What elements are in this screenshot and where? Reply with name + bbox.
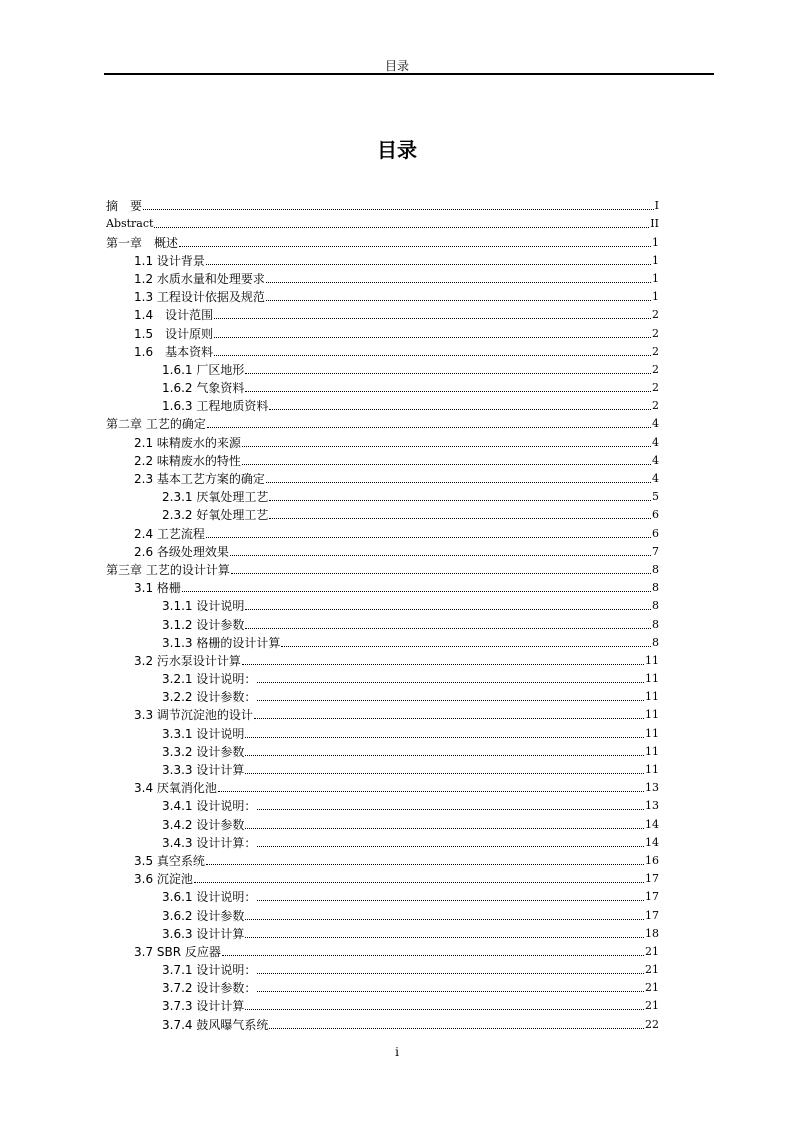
toc-entry-label: 第一章 概述 [106, 235, 179, 250]
toc-entry[interactable] [106, 886, 659, 904]
toc-leader-dots [245, 390, 651, 392]
toc-entry-page: 8 [652, 599, 659, 613]
toc-entry-page: 11 [645, 672, 659, 686]
toc-entry[interactable] [106, 741, 659, 759]
toc-entry[interactable] [106, 850, 659, 868]
toc-entry[interactable] [106, 686, 659, 704]
toc-entry-page: 2 [652, 362, 659, 376]
toc-leader-dots [257, 808, 644, 810]
toc-entry-label: 1.2 水质水量和处理要求 [134, 271, 265, 286]
toc-entry[interactable] [106, 1013, 659, 1031]
toc-entry-label: 3.2.2 设计参数： [162, 690, 257, 705]
toc-entry-page: II [650, 217, 659, 231]
toc-entry-page: 17 [645, 908, 659, 922]
toc-leader-dots [206, 263, 651, 265]
toc-entry-label: 3.4.3 设计计算： [162, 835, 257, 850]
toc-entry-page: 8 [652, 562, 659, 576]
toc-entry-label: 2.6 各级处理效果 [134, 544, 229, 559]
toc-entry-label: 3.1 格栅 [134, 581, 181, 596]
toc-leader-dots [214, 336, 651, 338]
toc-entry-label: 3.7.2 设计参数： [162, 981, 257, 996]
toc-entry-page: I [654, 199, 659, 213]
page-number: i [395, 1045, 399, 1059]
toc-entry-label: 3.1.2 设计参数 [162, 617, 245, 632]
toc-entry-label: 1.4 设计范围 [134, 308, 214, 323]
toc-leader-dots [206, 863, 644, 865]
toc-entry[interactable] [106, 795, 659, 813]
toc-entry[interactable] [106, 250, 659, 268]
toc-entry[interactable] [106, 995, 659, 1013]
toc-entry-page: 13 [645, 799, 659, 813]
toc-entry-label: 3.1.3 格栅的设计计算 [162, 635, 281, 650]
toc-entry-label: 1.6 基本资料 [134, 344, 214, 359]
toc-leader-dots [214, 354, 651, 356]
toc-leader-dots [257, 990, 644, 992]
toc-entry-label: 3.6 沉淀池 [134, 872, 193, 887]
toc-entry[interactable] [106, 923, 659, 941]
running-header: 目录 [384, 59, 409, 73]
toc-entry-label: Abstract [106, 217, 154, 231]
toc-entry-page: 17 [645, 890, 659, 904]
toc-entry[interactable] [106, 341, 659, 359]
toc-entry[interactable] [106, 759, 659, 777]
toc-entry[interactable] [106, 668, 659, 686]
toc-leader-dots [222, 954, 644, 956]
toc-entry-page: 11 [645, 763, 659, 776]
toc-entry-page: 2 [652, 326, 659, 340]
page-title: 目录 [377, 138, 417, 162]
toc-entry-label: 2.3 基本工艺方案的确定 [134, 472, 265, 486]
toc-entry[interactable] [106, 450, 659, 468]
toc-entry-page: 7 [652, 544, 659, 558]
toc-entry-page: 11 [645, 744, 659, 758]
toc-leader-dots [269, 1027, 644, 1029]
toc-entry-page: 13 [645, 781, 659, 795]
toc-entry-label: 3.7.1 设计说明： [162, 963, 257, 978]
toc-entry-label: 摘 要 [106, 199, 143, 214]
toc-leader-dots [230, 554, 651, 556]
toc-entry[interactable] [106, 286, 659, 304]
toc-leader-dots [257, 699, 644, 701]
toc-entry[interactable] [106, 231, 659, 249]
toc-leader-dots [245, 608, 651, 610]
toc-entry-page: 4 [652, 453, 659, 467]
toc-leader-dots [281, 645, 651, 647]
toc-entry[interactable] [106, 704, 659, 722]
toc-leader-dots [242, 445, 651, 447]
toc-entry[interactable] [106, 577, 659, 595]
toc-leader-dots [266, 481, 651, 483]
toc-entry-label: 3.3.3 设计计算 [162, 763, 245, 777]
toc-leader-dots [245, 754, 644, 756]
toc-entry[interactable] [106, 304, 659, 322]
toc-leader-dots [245, 1008, 644, 1010]
toc-entry-page: 8 [652, 617, 659, 631]
toc-entry-page: 4 [652, 472, 659, 485]
toc-entry-label: 1.6.3 工程地质资料 [162, 399, 269, 414]
toc-leader-dots [269, 499, 651, 501]
toc-entry-label: 1.6.2 气象资料 [162, 381, 245, 396]
toc-entry[interactable] [106, 777, 659, 795]
toc-entry[interactable] [106, 941, 659, 959]
toc-entry-label: 3.6.3 设计计算 [162, 926, 245, 941]
toc-leader-dots [269, 517, 651, 519]
toc-leader-dots [245, 627, 651, 629]
toc-leader-dots [257, 972, 644, 974]
toc-entry[interactable] [106, 413, 659, 431]
toc-entry-page: 21 [645, 999, 659, 1013]
toc-entry-label: 3.3 调节沉淀池的设计 [134, 708, 253, 723]
toc-entry-page: 16 [645, 853, 659, 867]
toc-entry-page: 21 [645, 963, 659, 977]
toc-entry-label: 2.4 工艺流程 [134, 526, 205, 541]
toc-entry-label: 3.7 SBR 反应器 [134, 944, 221, 959]
toc-entry-label: 3.4 厌氧消化池 [134, 781, 217, 796]
toc-leader-dots [207, 426, 651, 428]
toc-entry-label: 2.1 味精废水的来源 [134, 435, 241, 450]
toc-entry[interactable] [106, 832, 659, 850]
toc-entry-page: 6 [652, 508, 659, 522]
toc-leader-dots [143, 208, 654, 210]
toc-leader-dots [257, 899, 644, 901]
toc-entry[interactable] [106, 468, 659, 486]
toc-entry-label: 2.2 味精废水的特性 [134, 453, 241, 468]
toc-leader-dots [245, 372, 651, 374]
toc-leader-dots [266, 299, 651, 301]
toc-entry-label: 1.3 工程设计依据及规范 [134, 290, 265, 305]
toc-entry[interactable] [106, 541, 659, 559]
toc-entry-page: 11 [645, 690, 659, 704]
toc-entry-page: 11 [645, 708, 659, 722]
toc-entry-page: 1 [652, 290, 659, 304]
table-of-contents [106, 195, 659, 1032]
toc-entry-page: 11 [645, 726, 659, 740]
toc-entry[interactable] [106, 959, 659, 977]
toc-leader-dots [242, 663, 644, 665]
toc-entry-label: 3.4.2 设计参数 [162, 817, 245, 832]
toc-entry-page: 4 [652, 417, 659, 431]
toc-leader-dots [269, 408, 651, 410]
toc-entry-page: 17 [645, 872, 659, 886]
toc-entry[interactable] [106, 359, 659, 377]
toc-entry-label: 3.6.2 设计参数 [162, 908, 245, 923]
toc-entry-label: 3.4.1 设计说明： [162, 799, 257, 814]
toc-leader-dots [218, 790, 644, 792]
toc-entry-label: 2.3.2 好氧处理工艺 [162, 508, 269, 523]
toc-entry-label: 3.2.1 设计说明： [162, 672, 257, 687]
toc-entry-page: 1 [652, 271, 659, 285]
toc-entry[interactable] [106, 213, 659, 231]
toc-entry-label: 3.6.1 设计说明： [162, 890, 257, 905]
toc-leader-dots [266, 281, 651, 283]
toc-entry-label: 3.7.3 设计计算 [162, 999, 245, 1014]
toc-entry-page: 2 [652, 344, 659, 358]
toc-entry-label: 1.1 设计背景 [134, 253, 205, 268]
toc-entry[interactable] [106, 813, 659, 831]
toc-entry-page: 21 [645, 981, 659, 995]
toc-leader-dots [231, 572, 651, 574]
toc-entry-label: 1.6.1 厂区地形 [162, 362, 245, 377]
toc-leader-dots [154, 226, 649, 228]
toc-entry-page: 14 [645, 835, 659, 849]
toc-entry[interactable] [106, 868, 659, 886]
toc-entry-page: 5 [652, 490, 659, 504]
toc-entry-label: 1.5 设计原则 [134, 326, 214, 341]
toc-entry-label: 3.3.2 设计参数 [162, 744, 245, 759]
toc-leader-dots [245, 827, 644, 829]
toc-entry-label: 3.3.1 设计说明 [162, 726, 245, 741]
toc-entry-label: 第三章 工艺的设计计算 [106, 562, 230, 577]
toc-leader-dots [194, 881, 644, 883]
toc-entry-page: 8 [652, 581, 659, 595]
toc-entry-label: 3.7.4 鼓风曝气系统 [162, 1017, 269, 1032]
toc-entry[interactable] [106, 486, 659, 504]
toc-entry[interactable] [106, 322, 659, 340]
toc-leader-dots [182, 590, 651, 592]
toc-entry-page: 2 [652, 399, 659, 413]
toc-entry-label: 3.2 污水泵设计计算 [134, 653, 241, 668]
toc-leader-dots [179, 245, 651, 247]
toc-leader-dots [245, 918, 644, 920]
toc-entry-label: 3.1.1 设计说明 [162, 599, 245, 614]
header-rule [104, 73, 714, 75]
toc-entry-page: 2 [652, 308, 659, 322]
toc-leader-dots [214, 317, 651, 319]
toc-leader-dots [206, 536, 651, 538]
toc-entry[interactable] [106, 613, 659, 631]
toc-leader-dots [245, 736, 644, 738]
toc-entry[interactable] [106, 522, 659, 540]
toc-entry-page: 2 [652, 381, 659, 395]
toc-leader-dots [245, 772, 644, 774]
toc-entry[interactable] [106, 504, 659, 522]
toc-entry[interactable] [106, 268, 659, 286]
toc-entry[interactable] [106, 377, 659, 395]
toc-entry-page: 6 [652, 526, 659, 540]
toc-leader-dots [257, 681, 644, 683]
toc-leader-dots [242, 463, 651, 465]
toc-entry-page: 8 [652, 635, 659, 649]
toc-entry-page: 4 [652, 435, 659, 449]
toc-entry-page: 22 [645, 1017, 659, 1031]
toc-entry[interactable] [106, 395, 659, 413]
toc-entry-label: 第二章 工艺的确定 [106, 417, 206, 432]
toc-entry[interactable] [106, 904, 659, 922]
toc-entry[interactable] [106, 559, 659, 577]
toc-entry[interactable] [106, 595, 659, 613]
toc-entry-page: 11 [645, 653, 659, 667]
toc-entry-page: 1 [652, 253, 659, 267]
toc-entry-page: 18 [645, 926, 659, 940]
toc-entry-page: 14 [645, 817, 659, 831]
toc-entry[interactable] [106, 722, 659, 740]
toc-entry-label: 3.5 真空系统 [134, 853, 205, 868]
toc-entry[interactable] [106, 650, 659, 668]
toc-entry[interactable] [106, 195, 659, 213]
toc-leader-dots [257, 845, 644, 847]
toc-entry-page: 21 [645, 944, 659, 958]
toc-entry[interactable] [106, 431, 659, 449]
toc-entry-page: 1 [652, 235, 659, 249]
toc-entry-label: 2.3.1 厌氧处理工艺 [162, 490, 269, 505]
toc-leader-dots [245, 936, 644, 938]
toc-leader-dots [254, 717, 644, 719]
toc-entry[interactable] [106, 632, 659, 650]
toc-entry[interactable] [106, 977, 659, 995]
